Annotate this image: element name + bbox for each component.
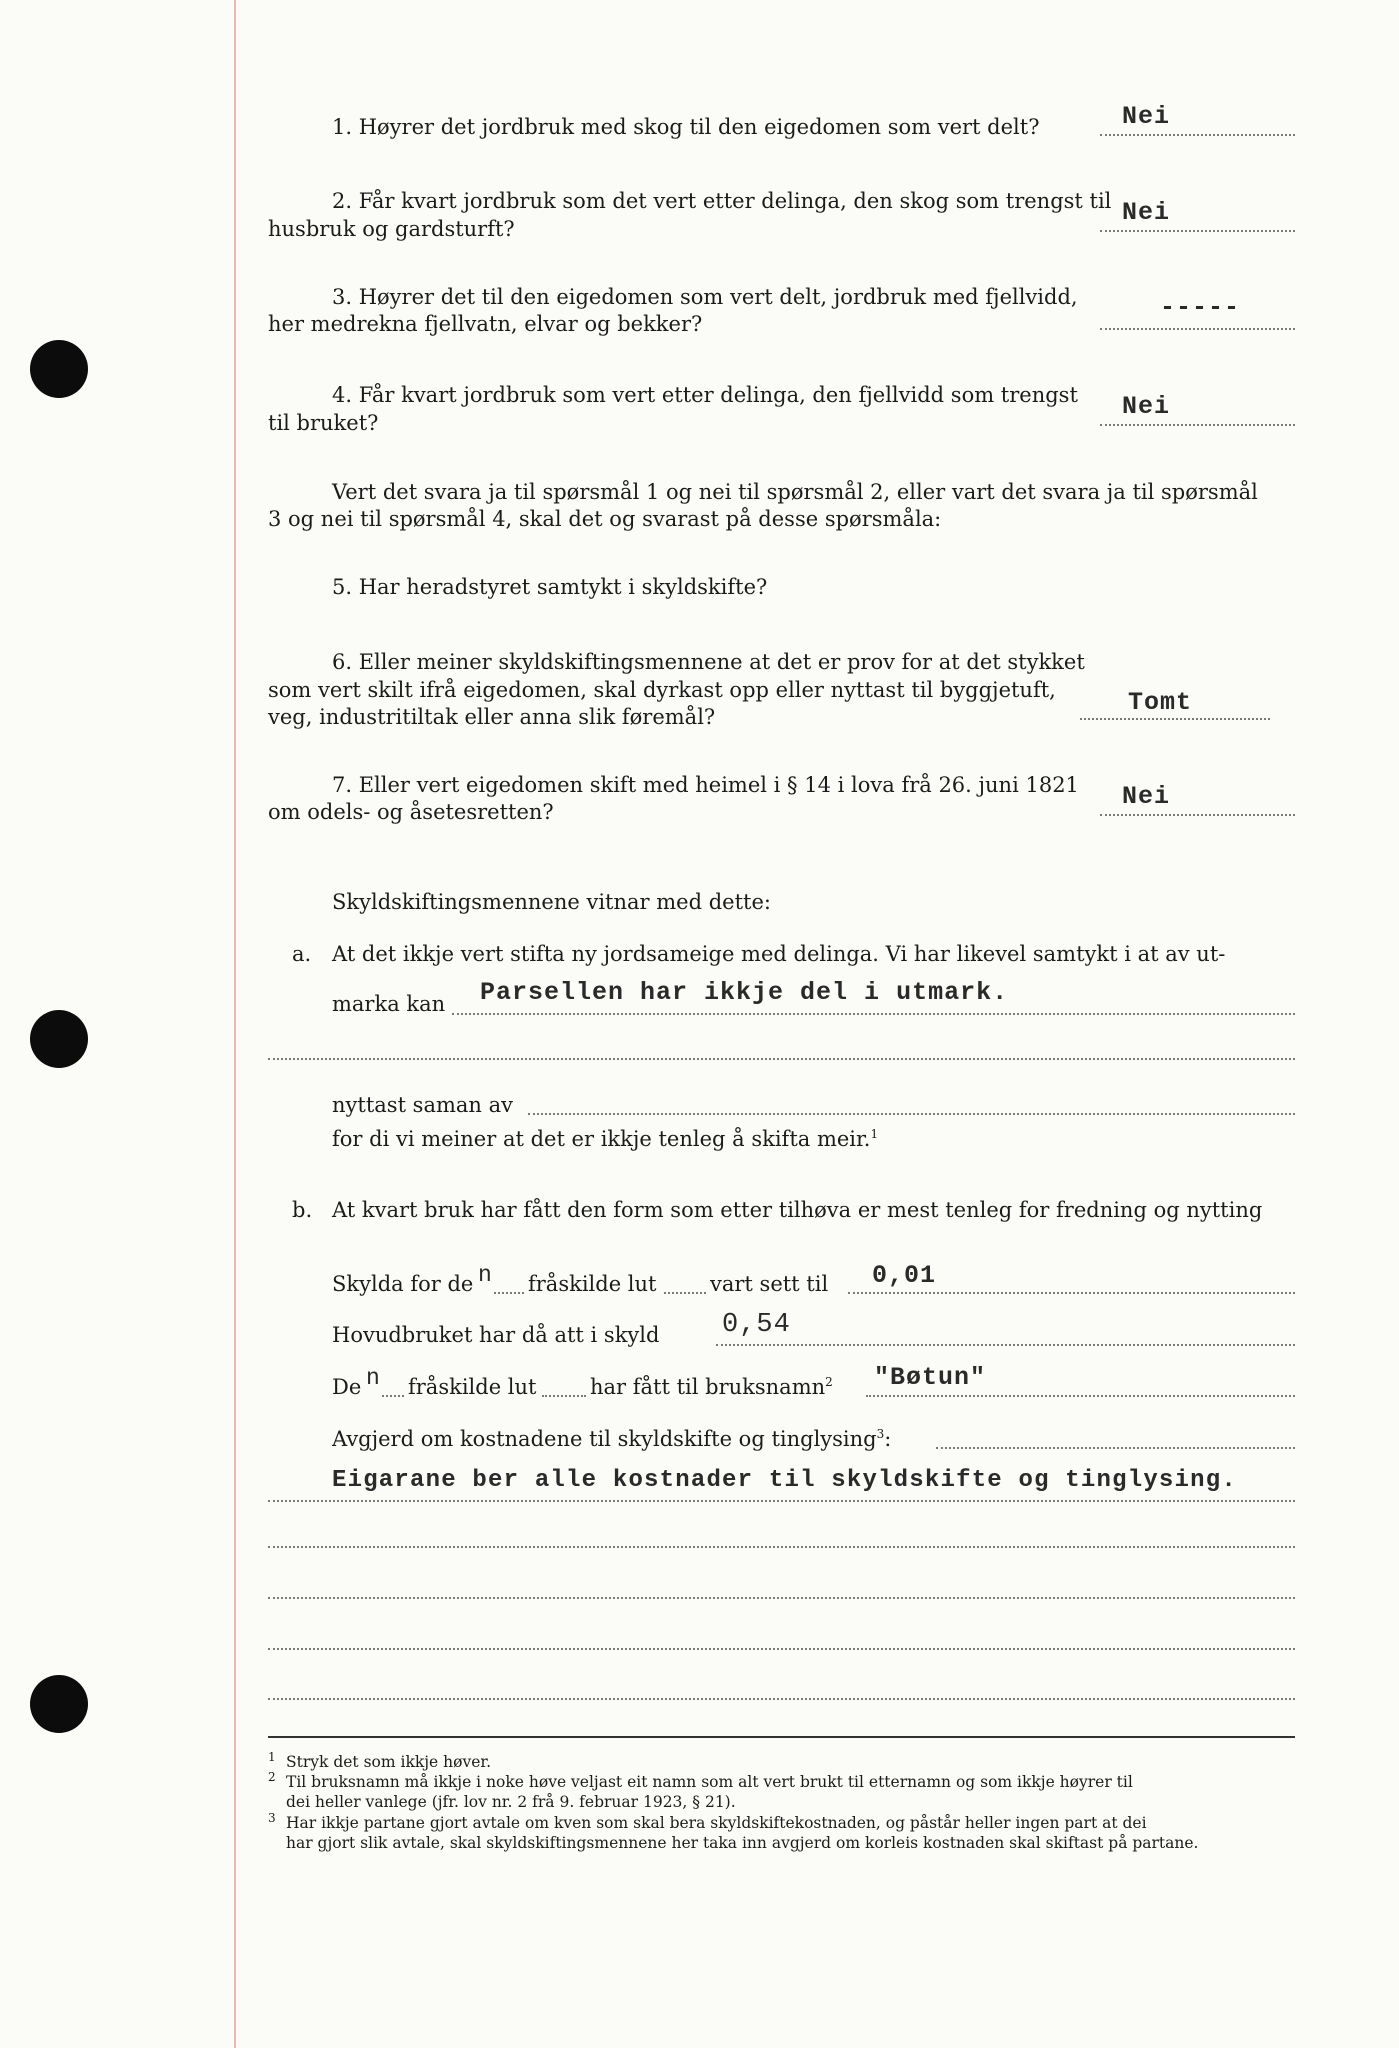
- question-4-line-1: 4. Får kvart jordbruk som vert etter delinga, den fjellvidd som trengst: [332, 383, 1078, 407]
- answer-6: Tomt: [1128, 688, 1193, 717]
- question-7-line-2: om odels- og åsetesretten?: [268, 800, 554, 824]
- punch-hole-middle: [30, 1010, 88, 1068]
- skylda-dots-2: [664, 1292, 706, 1294]
- question-6-line-1: 6. Eller meiner skyldskiftingsmennene at det er prov for at det stykket: [332, 650, 1085, 674]
- question-6-line-3: veg, industritiltak eller anna slik føremål?: [268, 705, 716, 729]
- footnote-2-line-2: dei heller vanlege (jfr. lov nr. 2 frå 9. februar 1923, § 21).: [286, 1793, 736, 1811]
- footnote-3-line-2: har gjort slik avtale, skal skyldskiftingsmennene her taka inn avgjerd om korleis kostnaden skal skiftast på partane.: [286, 1834, 1199, 1852]
- question-1: 1. Høyrer det jordbruk med skog til den eigedomen som vert delt?: [332, 115, 1040, 139]
- question-4-line-2: til bruket?: [268, 411, 379, 435]
- margin-line: [234, 0, 236, 2048]
- hovudbruket-line: [716, 1344, 1295, 1346]
- answer-7: Nei: [1122, 782, 1171, 811]
- witness-b-letter: b.: [292, 1198, 313, 1222]
- kostnad-label: Avgjerd om kostnadene til skyldskifte og tinglysing$^3$:: [332, 1427, 892, 1451]
- answer-line-1: [1100, 134, 1295, 136]
- footnote-rule: [268, 1736, 1295, 1738]
- blank-line-a: [268, 1058, 1295, 1060]
- footnote-3-num: 3: [268, 1810, 276, 1825]
- answer-line-7: [1100, 814, 1295, 816]
- blank-line-1: [268, 1546, 1295, 1548]
- answer-4: Nei: [1122, 392, 1171, 421]
- bruksnamn-mid: fråskilde lut: [408, 1375, 537, 1399]
- nyttast-line: [528, 1113, 1295, 1115]
- answer-1: Nei: [1122, 102, 1171, 131]
- bruksnamn-prefix: De: [332, 1375, 362, 1399]
- footnote-3-line-1: Har ikkje partane gjort avtale om kven som skal bera skyldskiftekostnaden, og påstår heller ingen part at dei: [286, 1814, 1147, 1832]
- question-7-line-1: 7. Eller vert eigedomen skift med heimel i § 14 i lova frå 26. juni 1821: [332, 773, 1079, 797]
- answer-2: Nei: [1122, 198, 1171, 227]
- utmark-line: [452, 1013, 1295, 1015]
- bruksnamn-dots-2: [542, 1395, 586, 1397]
- footnote-1-line-1: Stryk det som ikkje høver.: [286, 1753, 492, 1771]
- blank-line-4: [268, 1698, 1295, 1700]
- question-2-line-1: 2. Får kvart jordbruk som det vert etter delinga, den skog som trengst til: [332, 189, 1112, 213]
- answer-line-4: [1100, 424, 1295, 426]
- skylda-prefix: Skylda for de: [332, 1272, 474, 1296]
- skylda-value: 0,01: [872, 1261, 937, 1290]
- intro-line-2: 3 og nei til spørsmål 4, skal det og svarast på desse spørsmåla:: [268, 507, 942, 531]
- bruksnamn-written-suffix: n: [366, 1365, 381, 1391]
- answer-line-6: [1080, 718, 1270, 720]
- skylda-mid2: vart sett til: [710, 1272, 829, 1296]
- hovudbruket-label: Hovudbruket har då att i skyld: [332, 1323, 660, 1347]
- kostnad-answer-line: [268, 1500, 1295, 1502]
- skylda-dots-1: [494, 1292, 524, 1294]
- answer-line-3: [1100, 328, 1295, 330]
- witness-a-line-3: nyttast saman av: [332, 1093, 513, 1117]
- bruksnamn-value-line: [866, 1395, 1295, 1397]
- question-2-line-2: husbruk og gardsturft?: [268, 217, 515, 241]
- bruksnamn-dots-1: [382, 1395, 404, 1397]
- bruksnamn-mid2: har fått til bruksnamn$^2$: [590, 1375, 833, 1399]
- footnote-2-num: 2: [268, 1769, 276, 1784]
- bruksnamn-value: "Bøtun": [874, 1363, 987, 1392]
- punch-hole-bottom: [30, 1675, 88, 1733]
- skylda-mid: fråskilde lut: [528, 1272, 657, 1296]
- blank-line-3: [268, 1648, 1295, 1650]
- witness-a-letter: a.: [292, 942, 312, 966]
- witness-b-line-1: At kvart bruk har fått den form som etter tilhøva er mest tenleg for fredning og nytting: [332, 1198, 1263, 1222]
- question-3-line-1: 3. Høyrer det til den eigedomen som vert delt, jordbruk med fjellvidd,: [332, 285, 1078, 309]
- intro-line-1: Vert det svara ja til spørsmål 1 og nei til spørsmål 2, eller vart det svara ja til spørsmål: [332, 480, 1258, 504]
- answer-line-2: [1100, 230, 1295, 232]
- skylda-written-suffix: n: [478, 1262, 493, 1288]
- witness-a-line-1: At det ikkje vert stifta ny jordsameige med delinga. Vi har likevel samtykt i at av ut-: [332, 942, 1226, 966]
- witness-heading: Skyldskiftingsmennene vitnar med dette:: [332, 890, 771, 914]
- skylda-value-line: [848, 1292, 1295, 1294]
- question-3-line-2: her medrekna fjellvatn, elvar og bekker?: [268, 312, 703, 336]
- footnote-2-line-1: Til bruksnamn må ikkje i noke høve veljast eit namn som alt vert brukt til etternamn og som ikkje høyrer til: [286, 1773, 1133, 1791]
- punch-hole-top: [30, 340, 88, 398]
- blank-line-2: [268, 1597, 1295, 1599]
- kostnad-line: [936, 1447, 1295, 1449]
- question-5: 5. Har heradstyret samtykt i skyldskifte?: [332, 575, 768, 599]
- question-6-line-2: som vert skilt ifrå eigedomen, skal dyrkast opp eller nyttast til byggjetuft,: [268, 678, 1056, 702]
- kostnad-answer: Eigarane ber alle kostnader til skyldskifte og tinglysing.: [332, 1467, 1237, 1494]
- answer-3: -----: [1160, 293, 1241, 322]
- witness-a-line-4: for di vi meiner at det er ikkje tenleg å skifta meir.$^1$: [332, 1127, 879, 1151]
- footnote-1-num: 1: [268, 1749, 276, 1764]
- utmark-answer: Parsellen har ikkje del i utmark.: [480, 978, 1009, 1007]
- hovudbruket-value: 0,54: [722, 1310, 791, 1340]
- witness-a-line-2-prefix: marka kan: [332, 992, 446, 1016]
